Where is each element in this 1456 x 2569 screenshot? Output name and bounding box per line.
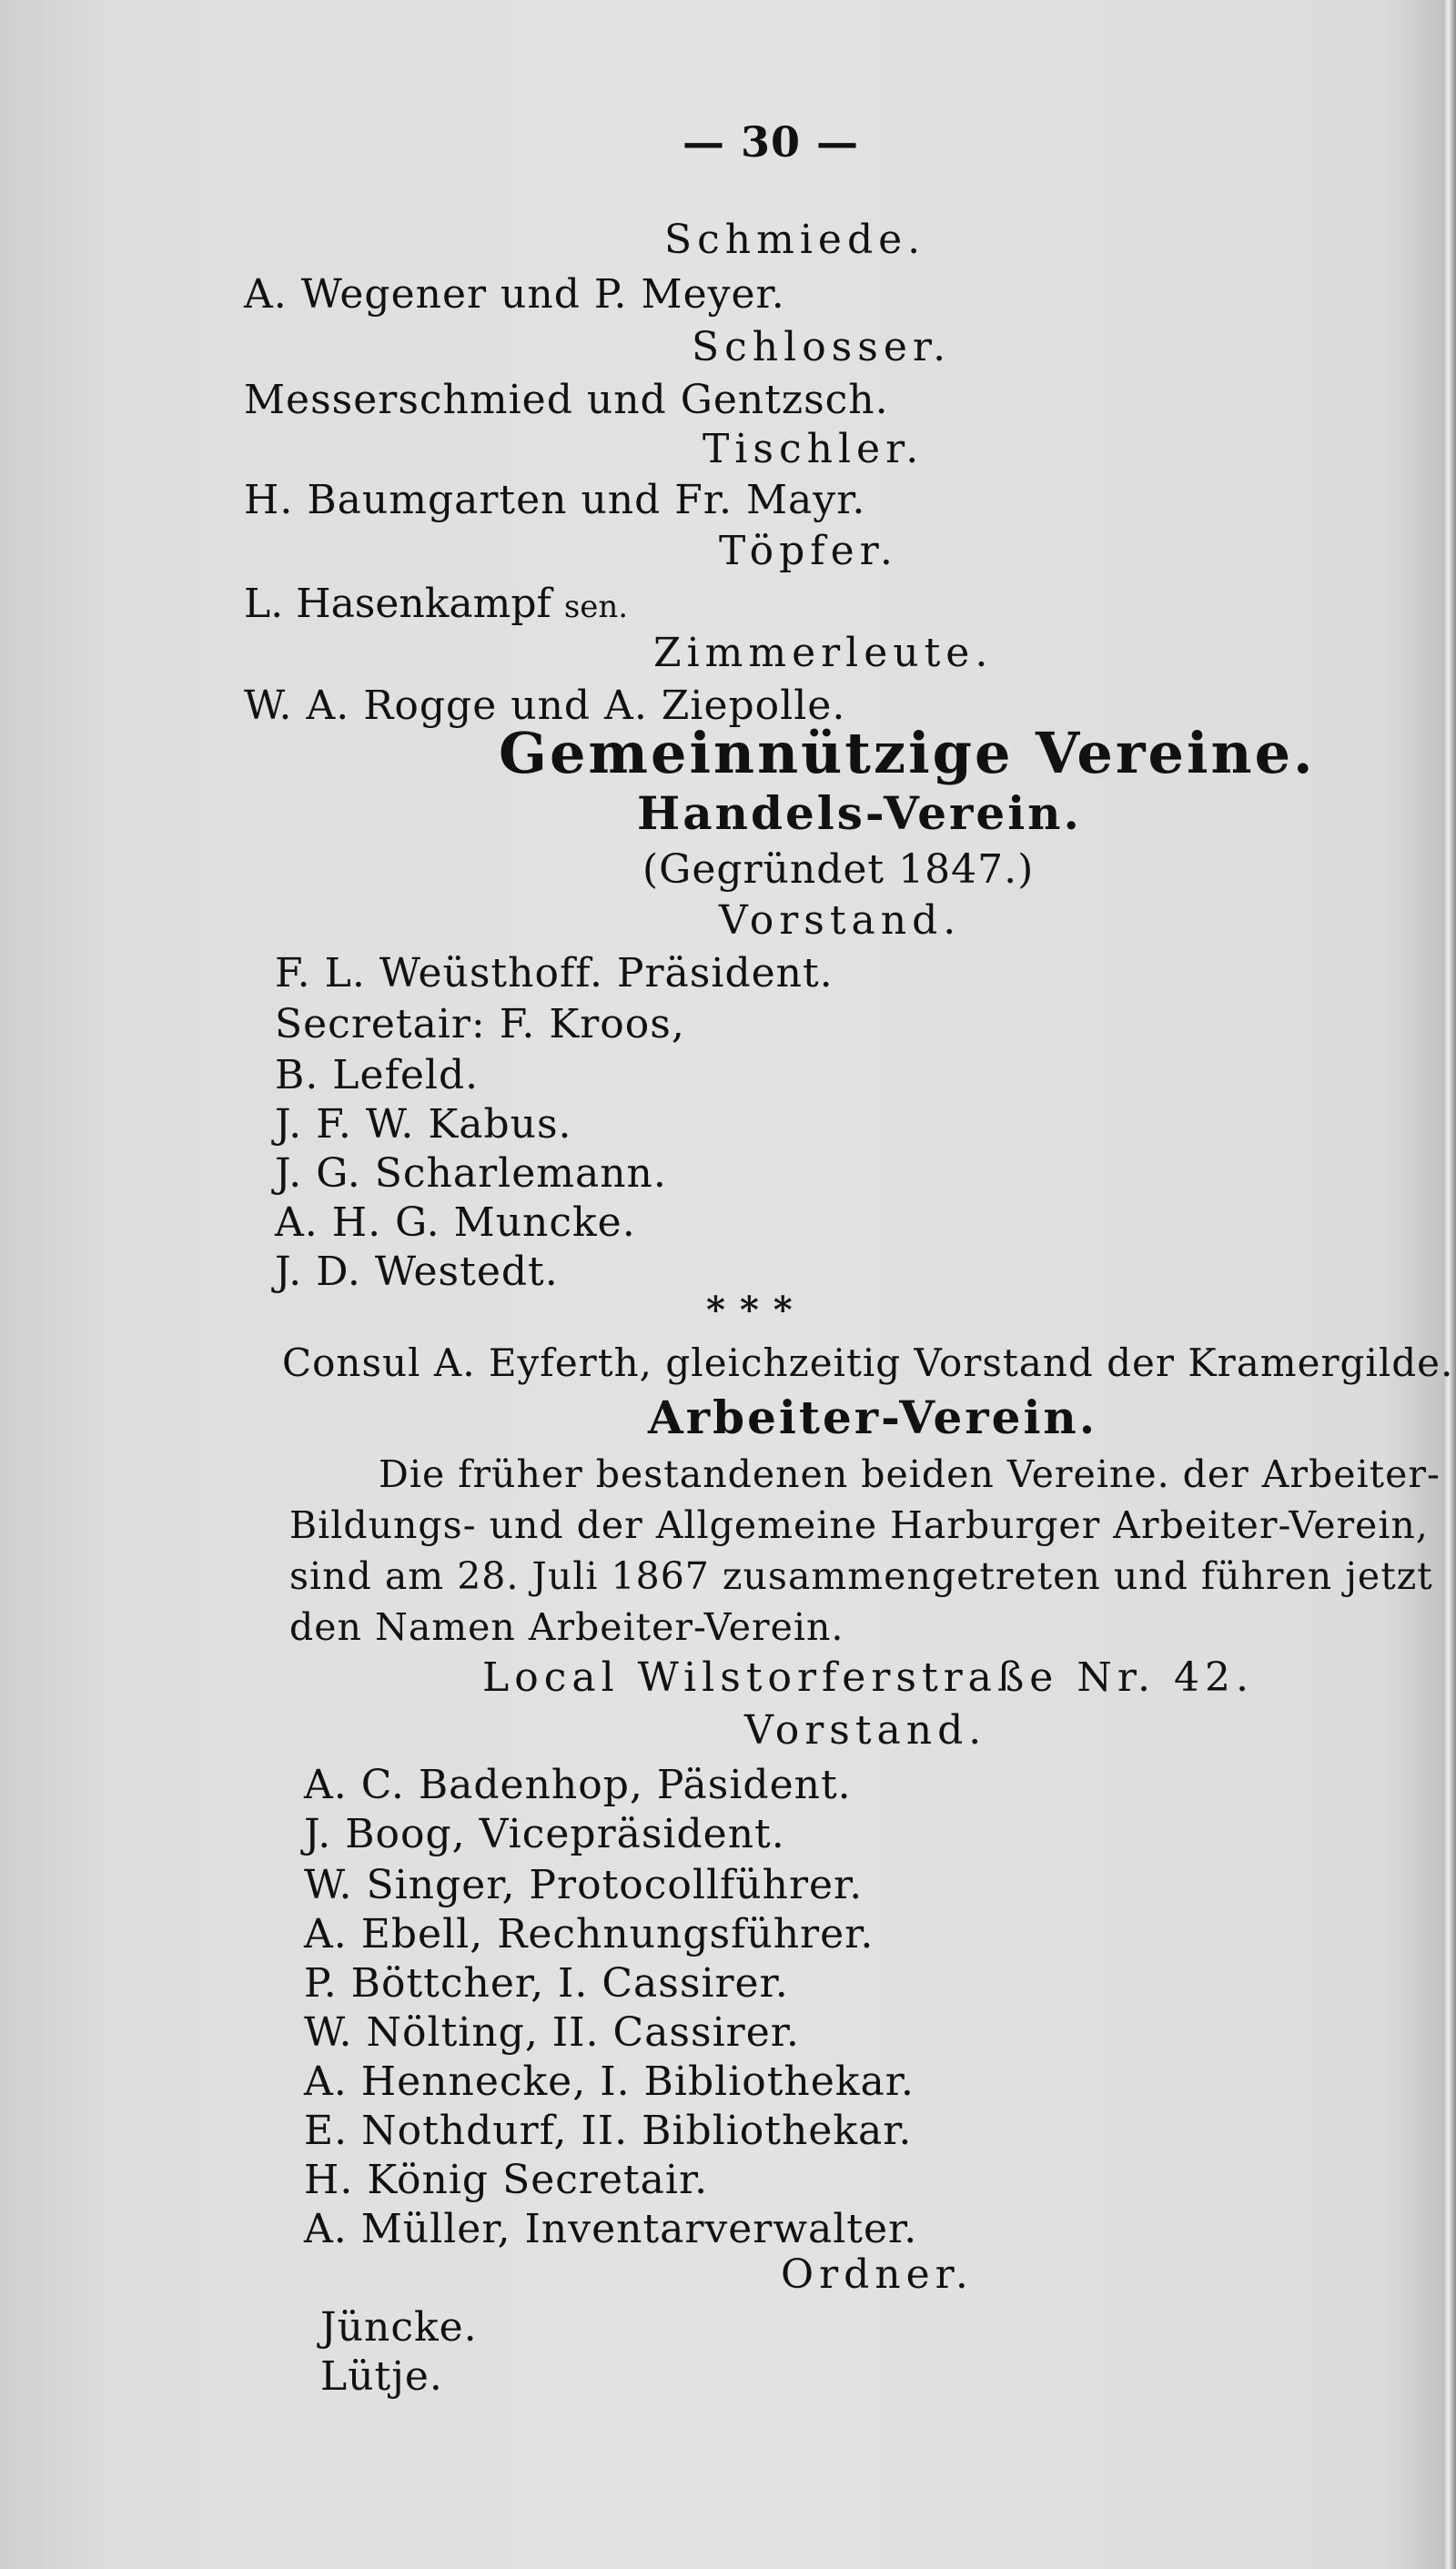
list-item: B. Lefeld. [275, 1052, 480, 1098]
list-item: J. F. W. Kabus. [275, 1101, 572, 1148]
list-item: J. D. Westedt. [275, 1249, 559, 1295]
page-number: — 30 — [682, 117, 860, 167]
text-toepfer-name: L. Hasenkampf [244, 581, 551, 627]
heading-tischler: Tischler. [703, 426, 925, 472]
list-item: P. Böttcher, I. Cassirer. [304, 1960, 789, 2007]
text-consul: Consul A. Eyferth, gleichzeitig Vorstand der Kramergilde. [282, 1340, 1454, 1385]
list-item: A. Müller, Inventarverwalter. [304, 2206, 918, 2252]
text-schmiede-names: A. Wegener und P. Meyer. [244, 271, 785, 318]
heading-handels-vorstand: Vorstand. [719, 897, 962, 944]
divider-stars: * * * [706, 1289, 794, 1331]
list-item: W. Singer, Protocollführer. [304, 1862, 864, 1908]
heading-zimmerleute: Zimmerleute. [653, 630, 994, 676]
list-item: H. König Secretair. [304, 2157, 709, 2203]
list-item: A. Ebell, Rechnungsführer. [304, 1911, 875, 1957]
list-item: Jüncke. [320, 2304, 478, 2351]
list-item: A. C. Badenhop, Päsident. [304, 1762, 852, 1808]
heading-ordner: Ordner. [781, 2251, 974, 2298]
title-gemeinnuetzige-vereine: Gemeinnützige Vereine. [499, 720, 1316, 786]
list-item: W. Nölting, II. Cassirer. [304, 2009, 800, 2056]
text-toepfer-row [244, 579, 628, 632]
list-item: A. Hennecke, I. Bibliothekar. [304, 2058, 915, 2105]
text-schlosser-names: Messerschmied und Gentzsch. [244, 377, 889, 423]
list-item: J. Boog, Vicepräsident. [304, 1811, 785, 1857]
list-item: A. H. G. Muncke. [275, 1199, 636, 1246]
text-tischler-names: H. Baumgarten und Fr. Mayr. [244, 477, 866, 523]
text-zimmerleute-names: W. A. Rogge und A. Ziepolle. [244, 683, 846, 729]
list-item: E. Nothdurf, II. Bibliothekar. [304, 2108, 913, 2154]
title-arbeiter-verein: Arbeiter-Verein. [648, 1391, 1098, 1444]
paragraph-line: den Namen Arbeiter-Verein. [289, 1605, 844, 1649]
heading-toepfer: Töpfer. [719, 528, 898, 574]
page-edge [1443, 0, 1456, 2569]
text-founded: (Gegründet 1847.) [642, 846, 1035, 893]
paragraph-line: sind am 28. Juli 1867 zusammengetreten und führen jetzt [289, 1554, 1433, 1598]
paragraph-line: Die früher bestandenen beiden Vereine. der Arbeiter- [379, 1452, 1441, 1496]
list-item: Lütje. [320, 2353, 443, 2400]
text-local: Local Wilstorferstraße Nr. 42. [482, 1654, 1254, 1701]
title-handels-verein: Handels-Verein. [637, 786, 1082, 840]
heading-schlosser: Schlosser. [692, 324, 952, 370]
list-item: J. G. Scharlemann. [275, 1150, 667, 1197]
list-item: Secretair: F. Kroos, [275, 1001, 685, 1047]
heading-schmiede: Schmiede. [664, 217, 926, 263]
list-item: F. L. Weüsthoff. Präsident. [275, 950, 834, 996]
paragraph-line: Bildungs- und der Allgemeine Harburger Arbeiter-Verein, [289, 1503, 1429, 1547]
text-toepfer-suffix: sen. [563, 589, 629, 625]
heading-arbeiter-vorstand: Vorstand. [744, 1707, 987, 1754]
